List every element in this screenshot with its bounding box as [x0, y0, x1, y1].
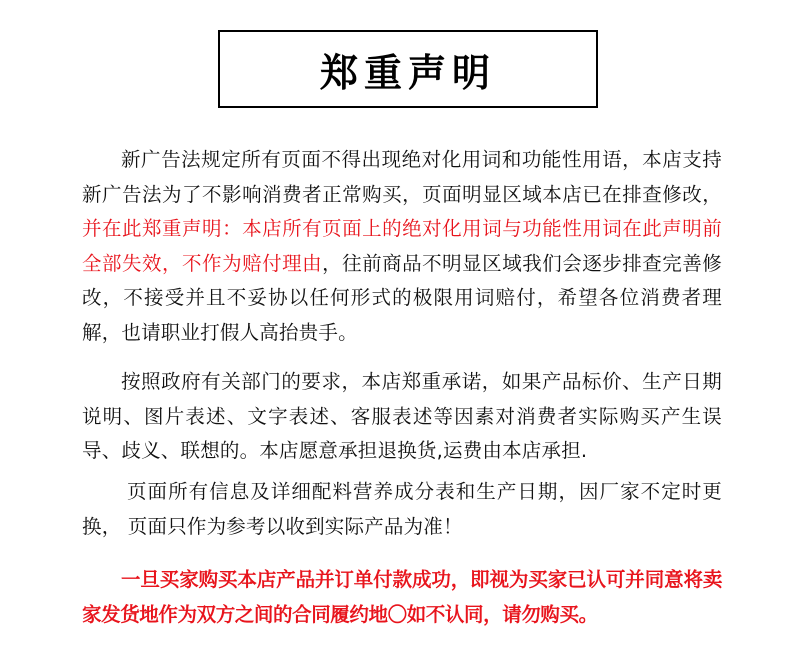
- paragraph-ad-law-part3: ，往前商品不明显区域我们会逐步排查完善修改，不接受并且不妥协以任何形式的极限用词赔付，希望各位消费者理解，也请职业打假人高抬贵手。: [82, 251, 722, 344]
- paragraph-ad-law: [82, 143, 722, 350]
- paragraph-info-notice: 页面所有信息及详细配料营养成分表和生产日期，因厂家不定时更换， 页面只作为参考以收到实际产品为准！: [82, 480, 722, 538]
- paragraph-ad-law-red-statement: 并在此郑重声明：本店所有页面上的绝对化用词与功能性用词在此声明前全部失效，不作为赔付理由: [82, 217, 722, 275]
- paragraph-commitment: 按照政府有关部门的要求，本店郑重承诺，如果产品标价、生产日期说明、图片表述、文字表述、客服表述等因素对消费者实际购买产生误导、歧义、联想的。本店愿意承担退换货,运费由本店承担.: [82, 370, 722, 462]
- title-box: [218, 30, 598, 108]
- page-title: 郑重声明: [319, 50, 496, 95]
- paragraph-contract-notice: 一旦买家购买本店产品并订单付款成功，即视为买家已认可并同意将卖家发货地作为双方之间的合同履约地〇如不认同，请勿购买。: [82, 568, 722, 626]
- paragraph-ad-law-part1: 新广告法规定所有页面不得出现绝对化用词和功能性用语，本店支持新广告法为了不影响消费者正常购买，页面明显区域本店已在排查修改，: [82, 148, 722, 206]
